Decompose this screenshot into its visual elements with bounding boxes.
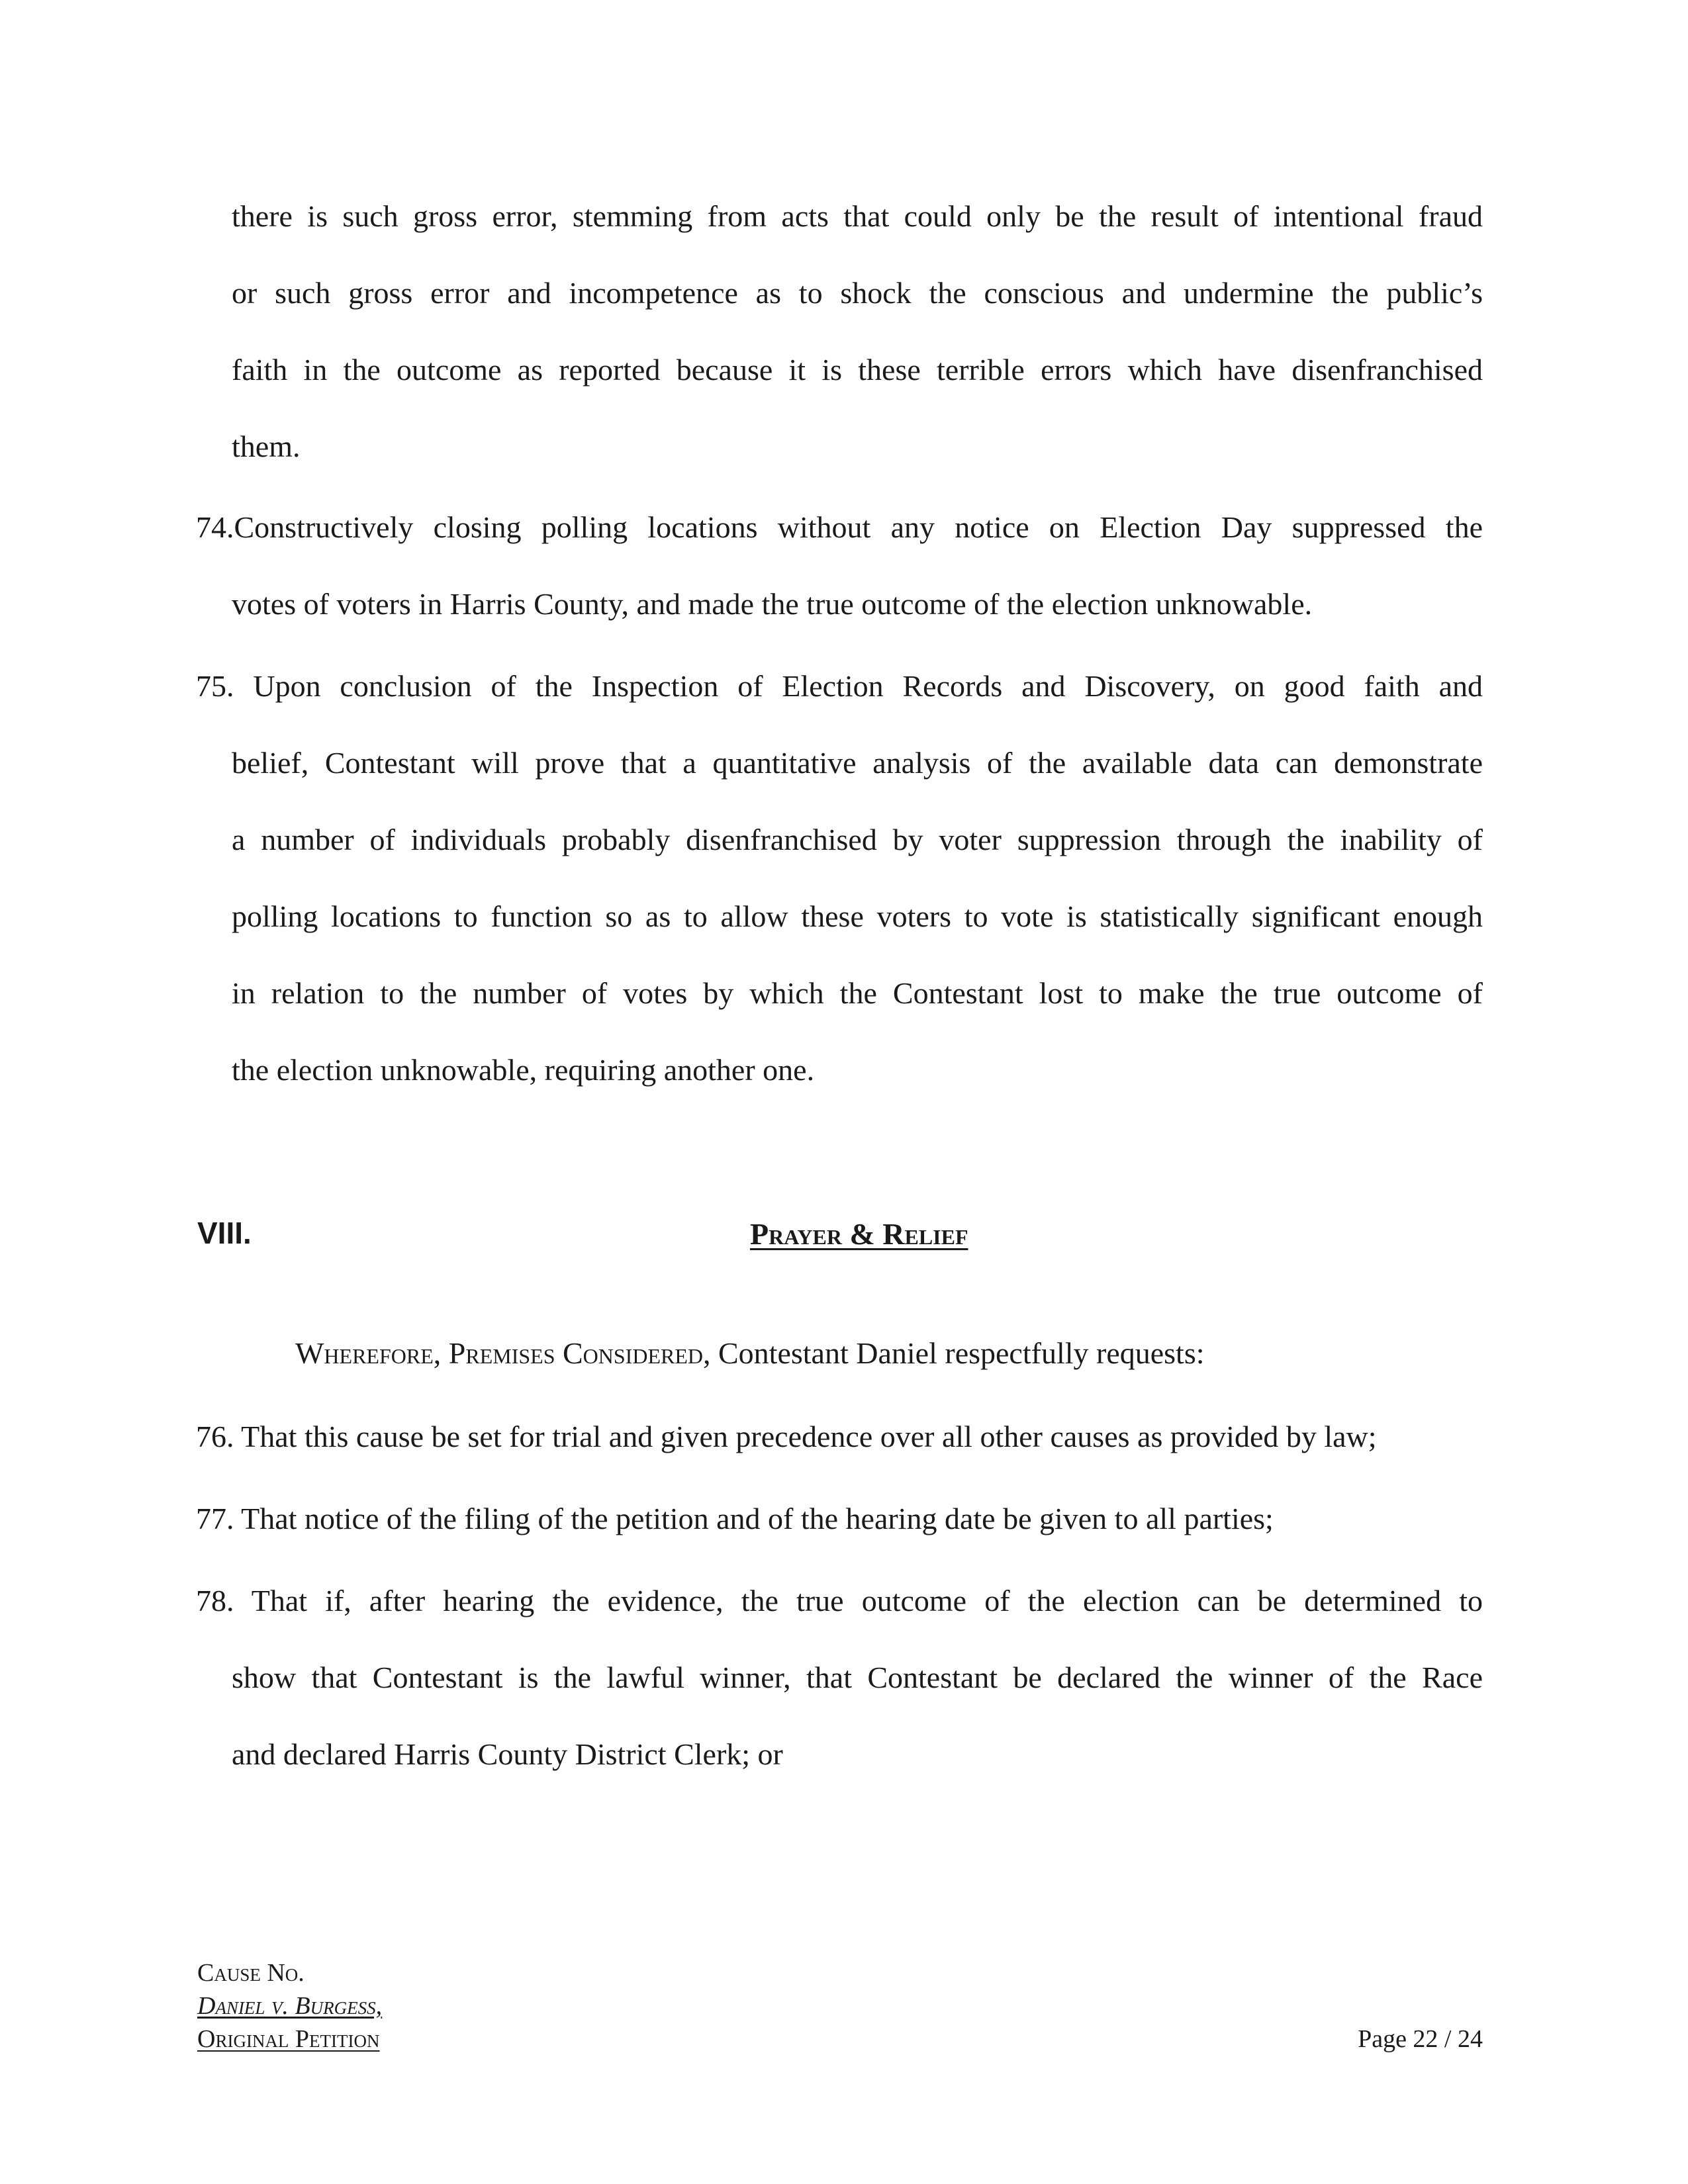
para-76: 76. That this cause be set for trial and given precedence over all other causes as provided by law; [196, 1420, 1377, 1453]
continuation-line-3: faith in the outcome as reported because it is these terrible errors which have disenfranchised [232, 353, 1483, 387]
para-77: 77. That notice of the filing of the petition and of the hearing date be given to all parties; [196, 1502, 1274, 1535]
para-75-line-4: polling locations to function so as to allow these voters to vote is statistically significant enough [232, 899, 1483, 933]
para-78-line-1: 78. That if, after hearing the evidence, the true outcome of the election can be determined to [196, 1584, 1483, 1617]
para-75-line-5: in relation to the number of votes by which the Contestant lost to make the true outcome of [232, 976, 1483, 1010]
section-number: VIII. [197, 1216, 252, 1250]
para-75-line-3: a number of individuals probably disenfranchised by voter suppression through the inability of [232, 823, 1483, 856]
continuation-line-1: there is such gross error, stemming from acts that could only be the result of intentional fraud [232, 199, 1483, 233]
para-75-line-6: the election unknowable, requiring another one. [232, 1053, 815, 1087]
wherefore-rest: , Contestant Daniel respectfully requests: [703, 1336, 1205, 1370]
footer-case-name: Daniel v. Burgess, [197, 1992, 383, 2020]
para-74-line-2: votes of voters in Harris County, and made the true outcome of the election unknowable. [232, 587, 1313, 621]
para-78-line-2: show that Contestant is the lawful winner, that Contestant be declared the winner of the Race [232, 1661, 1483, 1694]
wherefore-clause [295, 1338, 1205, 1369]
section-title: Prayer & Relief [750, 1217, 968, 1251]
para-75-line-2: belief, Contestant will prove that a quantitative analysis of the available data can demonstrate [232, 746, 1483, 780]
wherefore-lead: Wherefore, Premises Considered [295, 1336, 703, 1370]
para-75-line-1: 75. Upon conclusion of the Inspection of Election Records and Discovery, on good faith and [196, 669, 1483, 703]
para-78-line-3: and declared Harris County District Clerk; or [232, 1737, 783, 1771]
continuation-line-2: or such gross error and incompetence as to shock the conscious and undermine the public’s [232, 276, 1483, 310]
footer-document-title: Original Petition [197, 2025, 380, 2053]
para-74-line-1: 74.Constructively closing polling locations without any notice on Election Day suppressed the [196, 510, 1483, 544]
page-number: Page 22 / 24 [1358, 2025, 1483, 2053]
continuation-line-4: them. [232, 430, 301, 463]
footer-cause-no: Cause No. [197, 1959, 305, 1987]
